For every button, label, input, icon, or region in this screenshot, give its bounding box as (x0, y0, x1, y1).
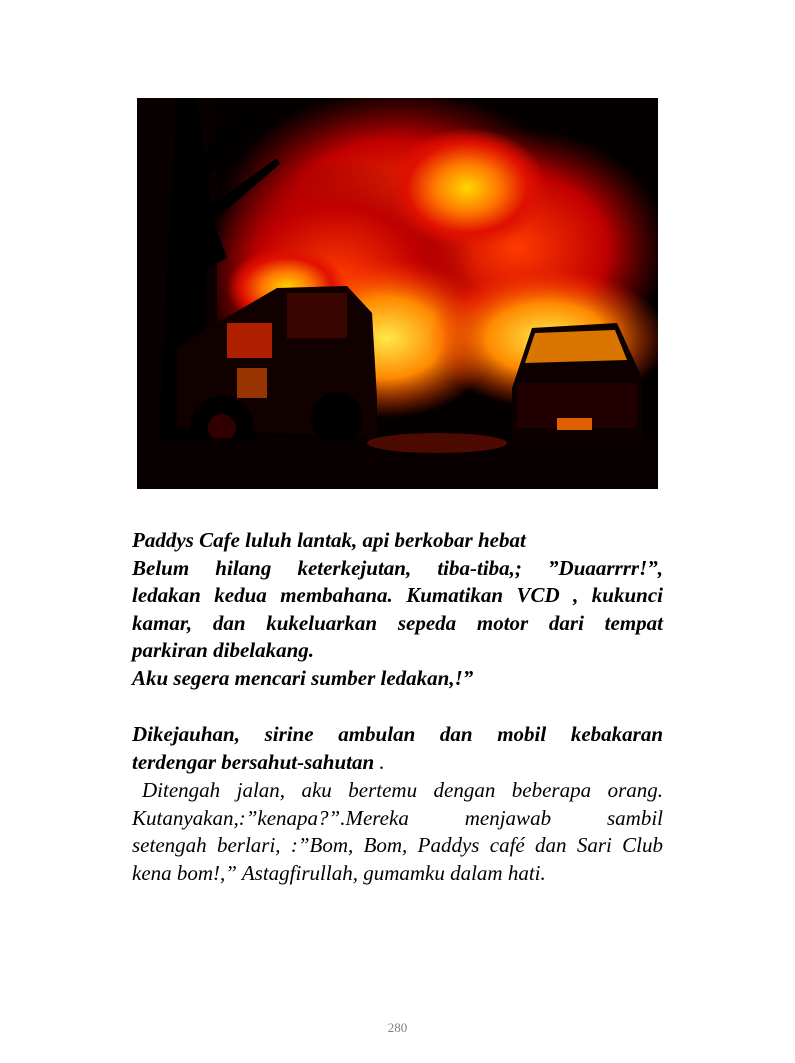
para4-line2: Kutanyakan,:”kenapa?”.Mereka menjawab sambil (132, 805, 663, 830)
para3-line1: Dikejauhan, sirine ambulan dan mobil kebakaran (132, 722, 663, 746)
para4-line4: kena bom!,” Astagfirullah, gumamku dalam hati. (132, 860, 546, 885)
para1-line4: parkiran dibelakang. (132, 638, 315, 662)
text-block-sirens (132, 721, 663, 776)
burning-cars-photo (137, 98, 658, 489)
photo-caption: Paddys Cafe luluh lantak, api berkobar hebat (132, 528, 526, 552)
para3-line2-end: . (379, 749, 385, 774)
page-number: 280 (387, 1020, 408, 1035)
para2: Aku segera mencari sumber ledakan,!” (132, 665, 474, 690)
text-block-street (132, 777, 663, 887)
para1-line3: kamar, dan kukeluarkan sepeda motor dari tempat (132, 610, 663, 635)
para3-line2-wrapper (132, 749, 663, 777)
fire-scene-illustration (137, 98, 658, 489)
para1-line1: Belum hilang keterkejutan, tiba-tiba,; ”Duaarrrr!”, (132, 555, 663, 580)
para4-line3: setengah berlari, :”Bom, Bom, Paddys café dan Sari Club (132, 833, 663, 857)
para1-line2: ledakan kedua membahana. Kumatikan VCD , kukunci (132, 583, 663, 607)
text-block-caption (132, 527, 663, 692)
para3-line2: terdengar bersahut-sahutan (132, 749, 375, 774)
para4-line1: Ditengah jalan, aku bertemu dengan beberapa orang. (142, 778, 663, 802)
